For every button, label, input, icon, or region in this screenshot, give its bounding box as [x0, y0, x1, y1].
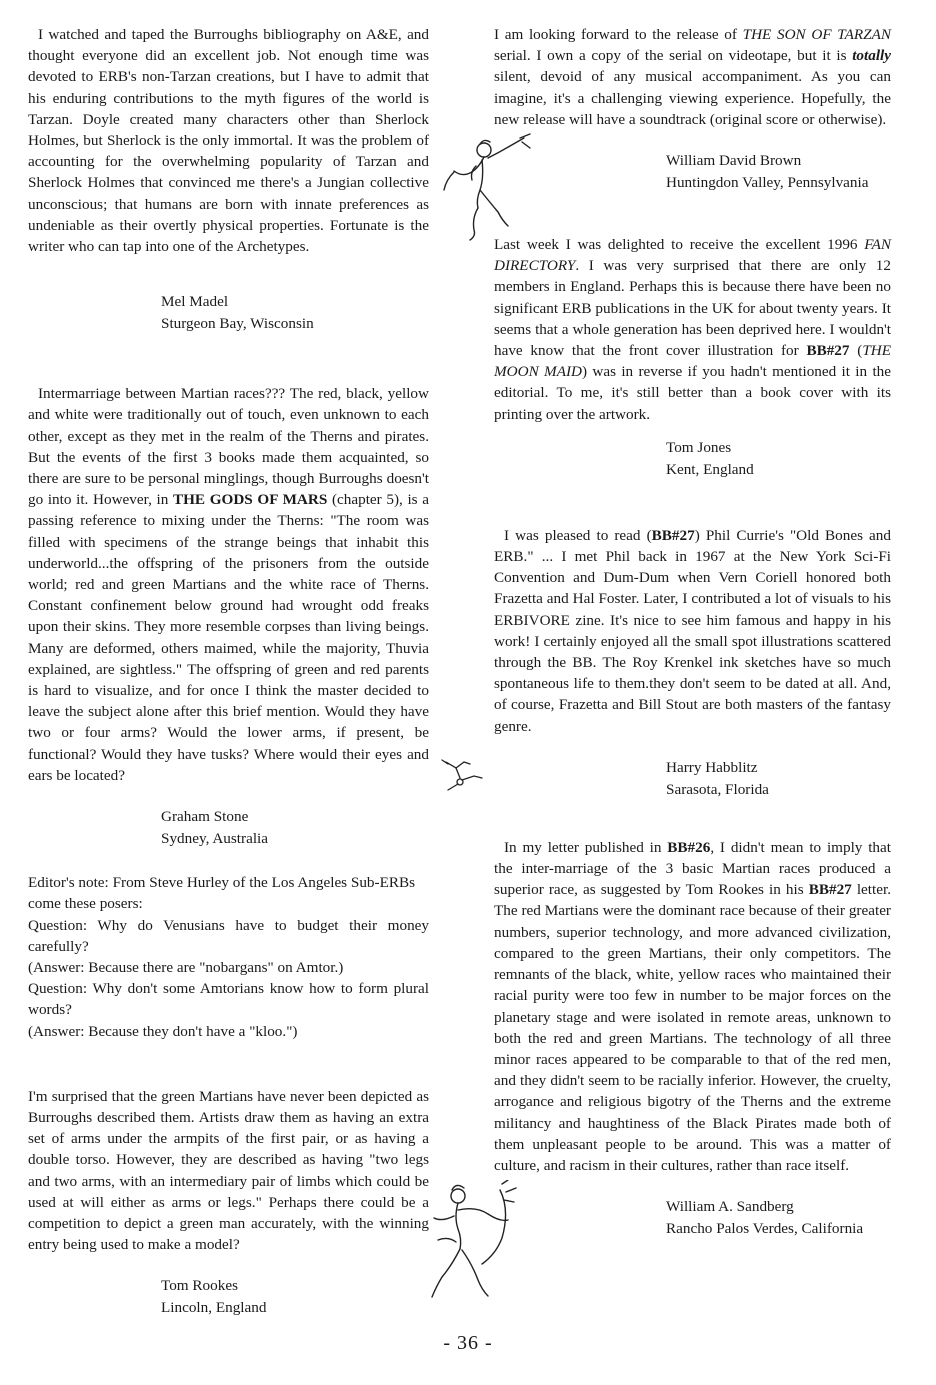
letter-body: Intermarriage between Martian races??? The red, black, yellow and white were traditionally out of touch, even unknown to each other, except as they met in the realm of the Therns and pirates. But the events of the first 3 books made them acquainted, so there are sure to be personal minglings, though Burroughs doesn't go into it. However, in THE GODS OF MARS (chapter 5), is a passing reference to mixing under the Therns: "The room was filled with specimens of the strange beings that inhabit this underworld...the offspring of the prisoners from the outside world; red and green Martians and the white race of Therns. Constant confinement below ground had wrought odd freaks upon their skins. They more resemble corpses than living beings. Many are deformed, others maimed, while the majority, Thuvia explained, are sightless." The offspring of green and red parents is hard to visualize, and for once I think the master decided to leave the subject alone after this brief mention. Would they have two or four arms? Would the lower arms, if present, be functional? Would they have tusks? Where would their eyes and ears be located? — [28, 385, 429, 784]
signature-name: William David Brown — [666, 152, 802, 170]
book-title: THE GODS OF MARS — [172, 491, 328, 509]
right-column — [494, 24, 891, 1240]
letter-tom-jones — [494, 234, 891, 481]
tarzan-knife-sketch-icon — [436, 132, 544, 244]
letter-tom-rookes — [28, 1086, 429, 1320]
publication-title: FAN DIRECTORY — [494, 236, 891, 275]
letter-graham-stone — [28, 383, 429, 850]
letter-william-david-brown — [494, 24, 891, 194]
leaping-figure-sketch-icon — [438, 758, 484, 794]
question-2: Question: Why don't some Amtorians know how to form plural words? — [28, 980, 429, 1019]
left-column — [28, 24, 429, 1319]
signature-location: Sturgeon Bay, Wisconsin — [161, 315, 314, 333]
letter-william-sandberg — [494, 837, 891, 1240]
signature-name: Mel Madel — [161, 293, 229, 311]
editors-note-intro: Editor's note: From Steve Hurley of the Los Angeles Sub-ERBs come these posers: — [28, 874, 416, 913]
figure-with-bow-sketch-icon — [418, 1180, 530, 1304]
signature-name: Harry Habblitz — [666, 758, 758, 776]
letter-body: Last week I was delighted to receive the excellent 1996 FAN DIRECTORY. I was very surprised that there are only 12 members in England. Perhaps this is because there have been no significant ERB publications in the UK for about twenty years. It seems that a whole generation has been deprived here. I wouldn't have know that the front cover illustration for BB#27 (THE MOON MAID) was in reverse if you hadn't mentioned it in the editorial. To me, it's still better than a book cover with its printing over the artwork. — [494, 236, 892, 423]
signature-location: Lincoln, England — [161, 1299, 267, 1317]
signature-location: Sydney, Australia — [161, 830, 269, 848]
letter-body: I was pleased to read (BB#27) Phil Currie's "Old Bones and ERB." ... I met Phil back in 1967 at the New York Sci-Fi Convention and Dum-Dum when Vern Coriell honored both Frazetta and Hal Foster. Later, I contributed a lot of visuals to his ERBIVORE zine. It's nice to see him famous and happy in his work! I certainly enjoyed all the small spot illustrations scattered through the BB. The Roy Krenkel ink sketches have so much spontaneous life to them.they don't seem to be dated at all. And, of course, Frazetta and Bill Stout are both masters of the fantasy genre. — [494, 526, 891, 735]
signature-name: William A. Sandberg — [666, 1198, 794, 1216]
signature-name: Tom Jones — [666, 438, 732, 456]
letter-body: I watched and taped the Burroughs bibliography on A&E, and thought everyone did an excellent job. Not enough time was devoted to ERB's non-Tarzan creations, but I have to admit that his enduring contributions to the myth figures of the world is Tarzan. Doyle created many characters other than Sherlock Holmes, but Sherlock is the only immortal. It was the problem of accounting for the overwhelming popularity of Tarzan and Sherlock Holmes that convinced me there's a Jungian collective unconscious; that humans are born with innate preferences as undeniable as their overtly physical properties. Fortunate is the writer who can tap into one of the Archetypes. — [28, 26, 429, 256]
letter-body: I am looking forward to the release of THE SON OF TARZAN serial. I own a copy of the serial on videotape, but it is totally silent, devoid of any musical accompaniment. As you can imagine, it's a challenging viewing experience. Hopefully, the new release will have a soundtrack (original score or otherwise). — [494, 26, 891, 128]
signature-name: Graham Stone — [161, 808, 249, 826]
serial-title: THE SON OF TARZAN — [742, 26, 891, 43]
answer-1: (Answer: Because there are "nobargans" on Amtor.) — [28, 958, 344, 976]
answer-2: (Answer: Because they don't have a "kloo.") — [28, 1022, 298, 1040]
signature-location: Sarasota, Florida — [666, 780, 769, 798]
signature-location: Kent, England — [666, 460, 754, 478]
letter-body: In my letter published in BB#26, I didn't mean to imply that the inter-marriage of the 3 basic Martian races produced a superior race, as suggested by Tom Rookes in his BB#27 letter. The red Martians were the dominant race because of their greater numbers, superior technology, and more advanced civilization, compared to the green Martians, their only competitors. The remnants of the black, white, yellow races who maintained their racial purity were too few in number to be major forces on the planetary stage and were isolated in remote areas, unknown to both the red and green Martians. The technology of all three minor races appeared to be comparable to that of the red men, and they didn't seem to be racially inferior. However, the cruelty, arrogance and religious bigotry of the Therns and the extreme militancy and haughtiness of the Black Pirates made both of them unpleasant people to be around. This was a matter of culture, and racism in their cultures, rather than race itself. — [494, 838, 891, 1174]
editors-note — [28, 872, 429, 1042]
letter-body: I'm surprised that the green Martians have never been depicted as Burroughs described them. Artists draw them as having an extra set of arms under the armpits of the first pair, or as having a double torso. However, they are described as having "two legs and two arms, with an intermediary pair of limbs which could be used at will either as arms or legs." Perhaps there could be a competition to depict a green man accurately, with the winning entry being used to make a model? — [28, 1087, 429, 1254]
letter-harry-habblitz — [494, 525, 891, 801]
book-title: THE MOON MAID — [494, 342, 892, 381]
page-number: - 36 - — [443, 1332, 493, 1354]
signature-name: Tom Rookes — [161, 1277, 238, 1295]
letter-mel-madel — [28, 24, 429, 335]
signature-location: Rancho Palos Verdes, California — [666, 1220, 864, 1238]
question-1: Question: Why do Venusians have to budget their money carefully? — [28, 916, 429, 955]
signature-location: Huntingdon Valley, Pennsylvania — [666, 174, 869, 192]
